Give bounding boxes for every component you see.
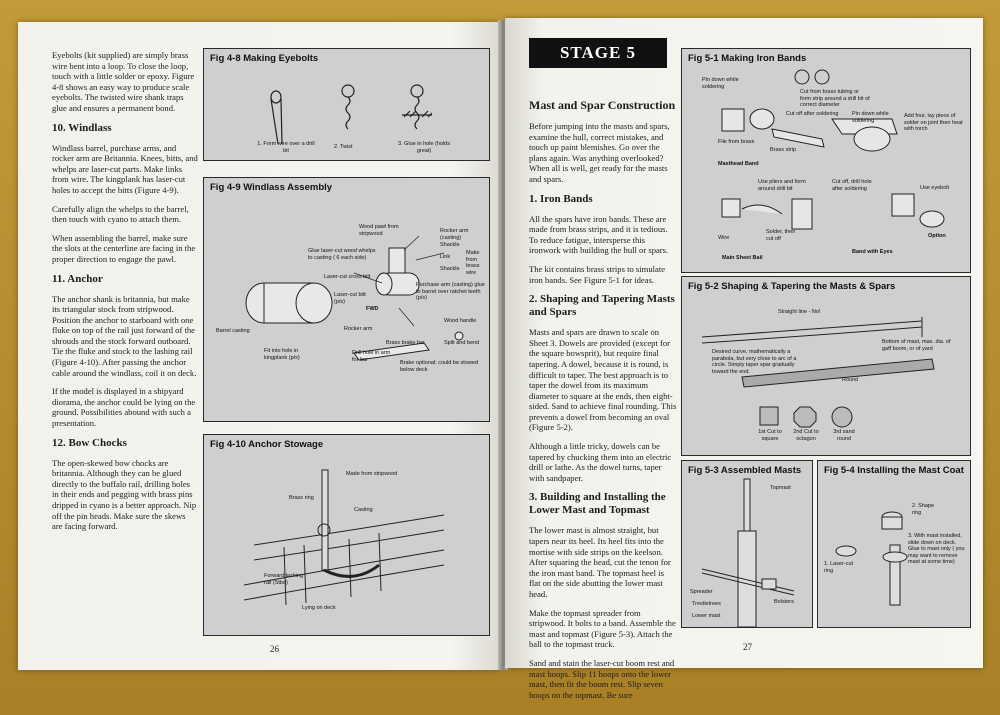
- figure-5-3-label: Topmast: [770, 485, 791, 491]
- figure-5-4-label: 2. Shape ring: [912, 503, 935, 516]
- anchor-paragraph-1: The anchor shank is britannia, but make its triangular stock from stripwood. Position the anchor to starboard with one fluke on top of the rail just forward of the shrouds and the stock forward outboard. Tie the fluke and stock to the lashing rail (Figure 4-10). After passing the anchor cable around the windlass, coil it on deck.: [52, 293, 197, 378]
- figure-4-10-label: Brass ring: [289, 495, 314, 501]
- lower-mast-paragraph-2: Make the topmast spreader from stripwood. It bolts to a band. Assemble the mast and topmast (Figure 5-3). Attach the ball to the topmast truck.: [529, 607, 676, 650]
- windlass-heading: 10. Windlass: [52, 121, 112, 134]
- right-page-number: 27: [743, 642, 752, 652]
- shaping-paragraph-2: Although a little tricky, dowels can be tapered by chucking them into an electric drill or lathe. As the dowel turns, taper with sandpaper.: [529, 441, 672, 483]
- figure-4-9-label: Wood pawl from stripwood: [359, 224, 399, 237]
- figure-5-2-label: 2nd Cut to octagon: [793, 429, 819, 442]
- iron-bands-paragraph-1: All the spars have iron bands. These are made from brass strips, and it is tedious. To reduce fatigue, intersperse this ironwork with building the hull or spars.: [529, 213, 669, 256]
- figure-5-1-label: Main Sheet Bail: [722, 255, 763, 261]
- figure-5-1-label: Cut off, drill hole after soldering: [832, 179, 872, 192]
- mast-spar-heading: Mast and Spar Construction: [529, 98, 676, 112]
- figure-4-9-label: Purchase arm (casting) glue to barrel over ratchet teeth (p/s): [416, 282, 485, 301]
- iron-bands-heading: 1. Iron Bands: [529, 192, 593, 205]
- left-text-column: [52, 50, 198, 540]
- lower-mast-paragraph-1: The lower mast is almost straight, but tapers near its heel. Its heel fits into the mortise with side strips on the keelson. After squaring the head, cut the tenon for the iron mast band. The topmast heel is flat on the side abutting the lower mast head.: [529, 525, 671, 599]
- right-page: [505, 18, 983, 700]
- figure-5-1-label: Cut off after soldering: [786, 111, 839, 117]
- figure-4-8: [203, 48, 490, 161]
- figure-5-1-label: Brass strip: [770, 147, 796, 153]
- lower-mast-heading: 3. Building and Installing the Lower Mast and Topmast: [529, 491, 666, 517]
- figure-5-1-title: Fig 5-1 Making Iron Bands: [688, 53, 807, 64]
- figure-5-1-label: Solder, then cut off: [766, 229, 796, 242]
- lower-mast-paragraph-3: Sand and stain the laser-cut boom rest and mast hoops. Slip 11 hoops onto the lower mast, then fit the boom rest. Slip seven hoops on the topmast. Be sure: [529, 657, 675, 700]
- figure-4-9-label: Brass brake bar: [386, 340, 425, 346]
- figure-5-4-label: 1. Laser-cut ring: [824, 561, 854, 574]
- figure-5-1-label: Cut from brass tubing or form strip around a drill bit of correct diameter: [800, 89, 870, 108]
- bow-chocks-paragraph: The open-skewed bow chocks are britannia. Although they can be glued directly to the buffalo rail, drilling holes in their ends and pegging with brass pins dripped in cyano is a better approach. Nip off the pin heads. Make sure the skews are facing forward.: [52, 457, 197, 532]
- shaping-paragraph-1: Masts and spars are drawn to scale on Sheet 3. Dowels are provided (except for the square bowsprit), but require final tapering. A dowel, because it is round, is difficult to taper. The best approach is to taper the dowel from its maximum diameter to square at the ends, then eight-sided. Sand to achieve final rounding. This prevents a dowel from becoming an oval (Figure 5-2).: [529, 327, 677, 433]
- figure-5-1-label: Option: [928, 233, 946, 239]
- eyebolts-paragraph: Eyebolts (kit supplied) are simply brass wire bent into a loop. To close the loop, touch with a little solder or epoxy. Figure 4-8 shows an easy way to produce scale eyebolts. The twisted wire shank traps glue and ensures a permanent bond.: [52, 50, 195, 113]
- figure-4-8-label-1: 1. Form wire over a drill bit: [257, 141, 315, 154]
- figure-5-2-label: Round: [842, 377, 859, 383]
- figure-5-1-label: Band with Eyes: [852, 249, 893, 255]
- figure-5-1-label: Add four, lay piece of solder on joint then heat with torch: [904, 113, 963, 132]
- stage-banner: STAGE 5: [529, 38, 667, 68]
- figure-5-3-label: Spreader: [690, 589, 713, 595]
- figure-4-9-label: Laser-cut cross bitt: [324, 274, 371, 280]
- figure-4-8-title: Fig 4-8 Making Eyebolts: [210, 53, 319, 64]
- figure-5-2-label: Bottom of mast, max. dia. of gaff boom, or of yard: [882, 339, 951, 352]
- figure-5-3-label: Trestletrees: [692, 601, 721, 607]
- anchor-illustration: [204, 435, 491, 637]
- figure-5-4-title: Fig 5-4 Installing the Mast Coat: [824, 465, 964, 476]
- figure-4-9-label: Rocker arm (casting): [440, 228, 469, 241]
- windlass-paragraph-3: When assembling the barrel, make sure the slots at the centerline are facing in the proper direction to engage the pawl.: [52, 232, 196, 264]
- iron-bands-paragraph-2: The kit contains brass strips to simulate iron bands. See Figure 5-1 for ideas.: [529, 263, 666, 285]
- figure-4-9-label: Rocker arm: [344, 326, 373, 332]
- figure-4-9-label: Barrel casting: [216, 328, 250, 334]
- figure-5-1-label: Masthead Band: [718, 161, 759, 167]
- figure-4-9-label: Shackle: [440, 266, 460, 272]
- figure-4-10-label: Made from stripwood: [346, 471, 398, 477]
- figure-4-10-label: Forward lashing rail (Stbd): [264, 573, 304, 586]
- figure-4-9-label: Split and bend: [444, 340, 480, 346]
- figure-4-10-label: Lying on deck: [302, 605, 336, 611]
- figure-5-3: [681, 460, 813, 628]
- figure-5-1: [681, 48, 971, 273]
- figure-5-1-label: Wire: [718, 235, 730, 241]
- figure-4-8-label-3: 3. Glue in hole (holds great): [398, 141, 450, 154]
- figure-5-1-label: Pin down while soldering: [852, 111, 889, 124]
- figure-4-10: [203, 434, 490, 636]
- figure-5-1-label: Use pliers and form around drill bit: [758, 179, 806, 192]
- right-text-column: [529, 94, 677, 708]
- shaping-heading: 2. Shaping and Tapering Masts and Spars: [529, 293, 675, 319]
- figure-4-10-title: Fig 4-10 Anchor Stowage: [210, 439, 324, 450]
- figure-4-9-label: Shackle: [440, 242, 460, 248]
- figure-5-1-label: Use eyebolt: [920, 185, 950, 191]
- figure-5-2-title: Fig 5-2 Shaping & Tapering the Masts & Spars: [688, 281, 896, 292]
- figure-5-1-label: Pin down while soldering: [702, 77, 739, 90]
- figure-5-4: [817, 460, 971, 628]
- figure-4-9-label: Link: [440, 254, 451, 260]
- figure-5-1-label: File from brass: [718, 139, 755, 145]
- anchor-heading: 11. Anchor: [52, 272, 103, 285]
- figure-4-8-label-2: 2. Twist: [334, 144, 353, 150]
- figure-5-3-label: Lower mast: [692, 613, 721, 619]
- figure-4-10-label: Casting: [354, 507, 373, 513]
- figure-5-2-label: 3rd sand round: [833, 429, 855, 442]
- figure-5-3-title: Fig 5-3 Assembled Masts: [688, 465, 802, 476]
- windlass-paragraph-2: Carefully align the whelps to the barrel, then touch with cyano to attach them.: [52, 203, 189, 225]
- intro-paragraph: Before jumping into the masts and spars, examine the hull, correct mistakes, and touch up paint blemishes. Go over the plans again. Was anything overlooked? When all is well, get ready for the masts and spars.: [529, 121, 670, 184]
- figure-5-2-label: 1st Cut to square: [758, 429, 782, 442]
- figure-4-9-label: Drill hole in arm for bar: [352, 350, 391, 363]
- figure-5-4-label: 3. With mast installed, slide down on deck. Glue to mast only ( you may want to remove mast at some time): [908, 533, 965, 565]
- left-page-number: 26: [270, 644, 279, 654]
- windlass-paragraph-1: Windlass barrel, purchase arms, and rocker arm are Britannia. Knees, bitts, and whelps are laser-cut parts. Make links from wire. The kingplank has laser-cut holes to accept the bitts (Figure 4-9).: [52, 142, 198, 195]
- figure-4-9-label: Brake optional; could be stowed below deck: [400, 360, 478, 373]
- figure-4-9-label: Wood handle: [444, 318, 477, 324]
- figure-4-9-label: Make from brass wire: [466, 250, 480, 276]
- figure-4-9-label: Laser-cut bitt (p/s): [334, 292, 366, 305]
- anchor-paragraph-2: If the model is displayed in a shipyard diorama, the anchor could be lying on the ground. Possibilities abound with such a presentation.: [52, 386, 196, 429]
- figure-5-2-label: Desired curve, mathematically a parabola, but very close to arc of a circle. Simply taper spar gradually toward the end.: [712, 349, 797, 375]
- bow-chocks-heading: 12. Bow Chocks: [52, 436, 127, 449]
- figure-5-3-label: Bolsters: [774, 599, 794, 605]
- figure-5-2: [681, 276, 971, 456]
- left-page: [18, 22, 500, 670]
- figure-4-9: [203, 177, 490, 422]
- figure-5-2-label: Straight line - No!: [778, 309, 821, 315]
- figure-4-9-title: Fig 4-9 Windlass Assembly: [210, 182, 333, 193]
- figure-4-9-label: Glue laser-cut wood whelps to casting ( 6 each side): [308, 248, 376, 261]
- figure-4-9-label: Fit into hole in kingplank (p/s): [264, 348, 300, 361]
- figure-4-9-label: FWD: [366, 306, 379, 312]
